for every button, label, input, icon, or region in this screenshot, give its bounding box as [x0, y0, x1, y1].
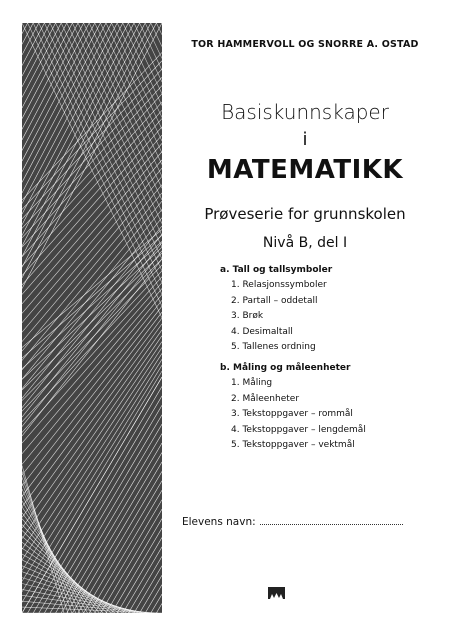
art-line	[22, 353, 162, 570]
section-heading: a. Tall og tallsymboler	[220, 265, 333, 275]
art-line	[22, 336, 162, 539]
list-item: 1. Relasjonssymboler	[231, 280, 327, 290]
art-line	[84, 23, 162, 188]
list-item: 1. Måling	[231, 378, 273, 388]
art-line	[117, 23, 162, 117]
list-item: 4. Tekstoppgaver – lengdemål	[231, 424, 366, 435]
art-line	[89, 490, 162, 613]
level-label: Nivå B, del I	[262, 235, 348, 251]
art-line	[112, 528, 162, 613]
subtitle: Prøveserie for grunnskolen	[204, 205, 406, 223]
section-b	[220, 363, 430, 454]
art-line	[22, 234, 162, 407]
art-line	[151, 594, 162, 613]
art-line	[22, 176, 162, 341]
list-item: 3. Tekstoppgaver – rommål	[231, 409, 353, 419]
list-item: 5. Tekstoppgaver – vektmål	[231, 440, 355, 450]
art-line	[84, 481, 162, 613]
art-line	[72, 23, 162, 212]
string-art-decoration	[22, 23, 162, 613]
list-item: 2. Partall – oddetall	[231, 295, 318, 306]
art-line	[39, 23, 162, 283]
authors: TOR HAMMERVOLL OG SNORRE A. OSTAD	[191, 39, 419, 50]
list-item: 4. Desimaltall	[231, 326, 293, 337]
art-line	[28, 386, 162, 613]
art-line	[22, 23, 112, 193]
art-line	[22, 209, 162, 379]
art-line	[22, 23, 95, 161]
name-dotted-line	[260, 515, 403, 525]
art-line	[22, 53, 162, 201]
art-line	[22, 359, 162, 581]
art-line	[22, 152, 162, 314]
art-line	[22, 23, 67, 108]
string-art-svg	[22, 23, 162, 613]
art-line	[22, 525, 103, 614]
list-item: 3. Brøk	[231, 311, 264, 321]
art-line	[123, 547, 162, 613]
art-line	[134, 23, 162, 82]
art-line	[156, 604, 162, 613]
art-line	[22, 110, 162, 266]
title-line-2: i	[302, 129, 308, 150]
art-line	[22, 306, 162, 485]
art-line	[22, 160, 162, 323]
art-line	[22, 23, 44, 65]
art-line	[39, 405, 162, 613]
art-line	[140, 575, 162, 613]
art-line	[140, 23, 162, 70]
art-line	[100, 509, 162, 613]
art-line	[134, 566, 162, 613]
student-name-label: Elevens navn:	[182, 516, 256, 528]
section-a	[220, 265, 430, 356]
art-line	[123, 23, 162, 106]
art-line	[22, 265, 162, 411]
student-name-field	[182, 515, 412, 528]
title-line-1: Basiskunnskaper	[221, 100, 389, 124]
art-line	[56, 23, 162, 247]
art-line	[78, 471, 162, 613]
main-title: MATEMATIKK	[206, 155, 404, 185]
art-line	[22, 23, 72, 119]
art-line	[22, 23, 56, 87]
art-line	[89, 23, 162, 176]
art-line	[22, 371, 162, 602]
art-line	[128, 556, 162, 613]
art-line	[72, 462, 162, 613]
art-line	[22, 23, 162, 318]
list-item: 5. Tallenes ordning	[231, 342, 316, 352]
section-heading: b. Måling og måleenheter	[220, 363, 351, 373]
list-item: 2. Måleenheter	[231, 393, 300, 404]
publisher-logo-icon	[268, 587, 285, 599]
art-line	[95, 500, 162, 613]
publisher-logo-svg	[268, 590, 285, 602]
art-line	[117, 537, 162, 613]
